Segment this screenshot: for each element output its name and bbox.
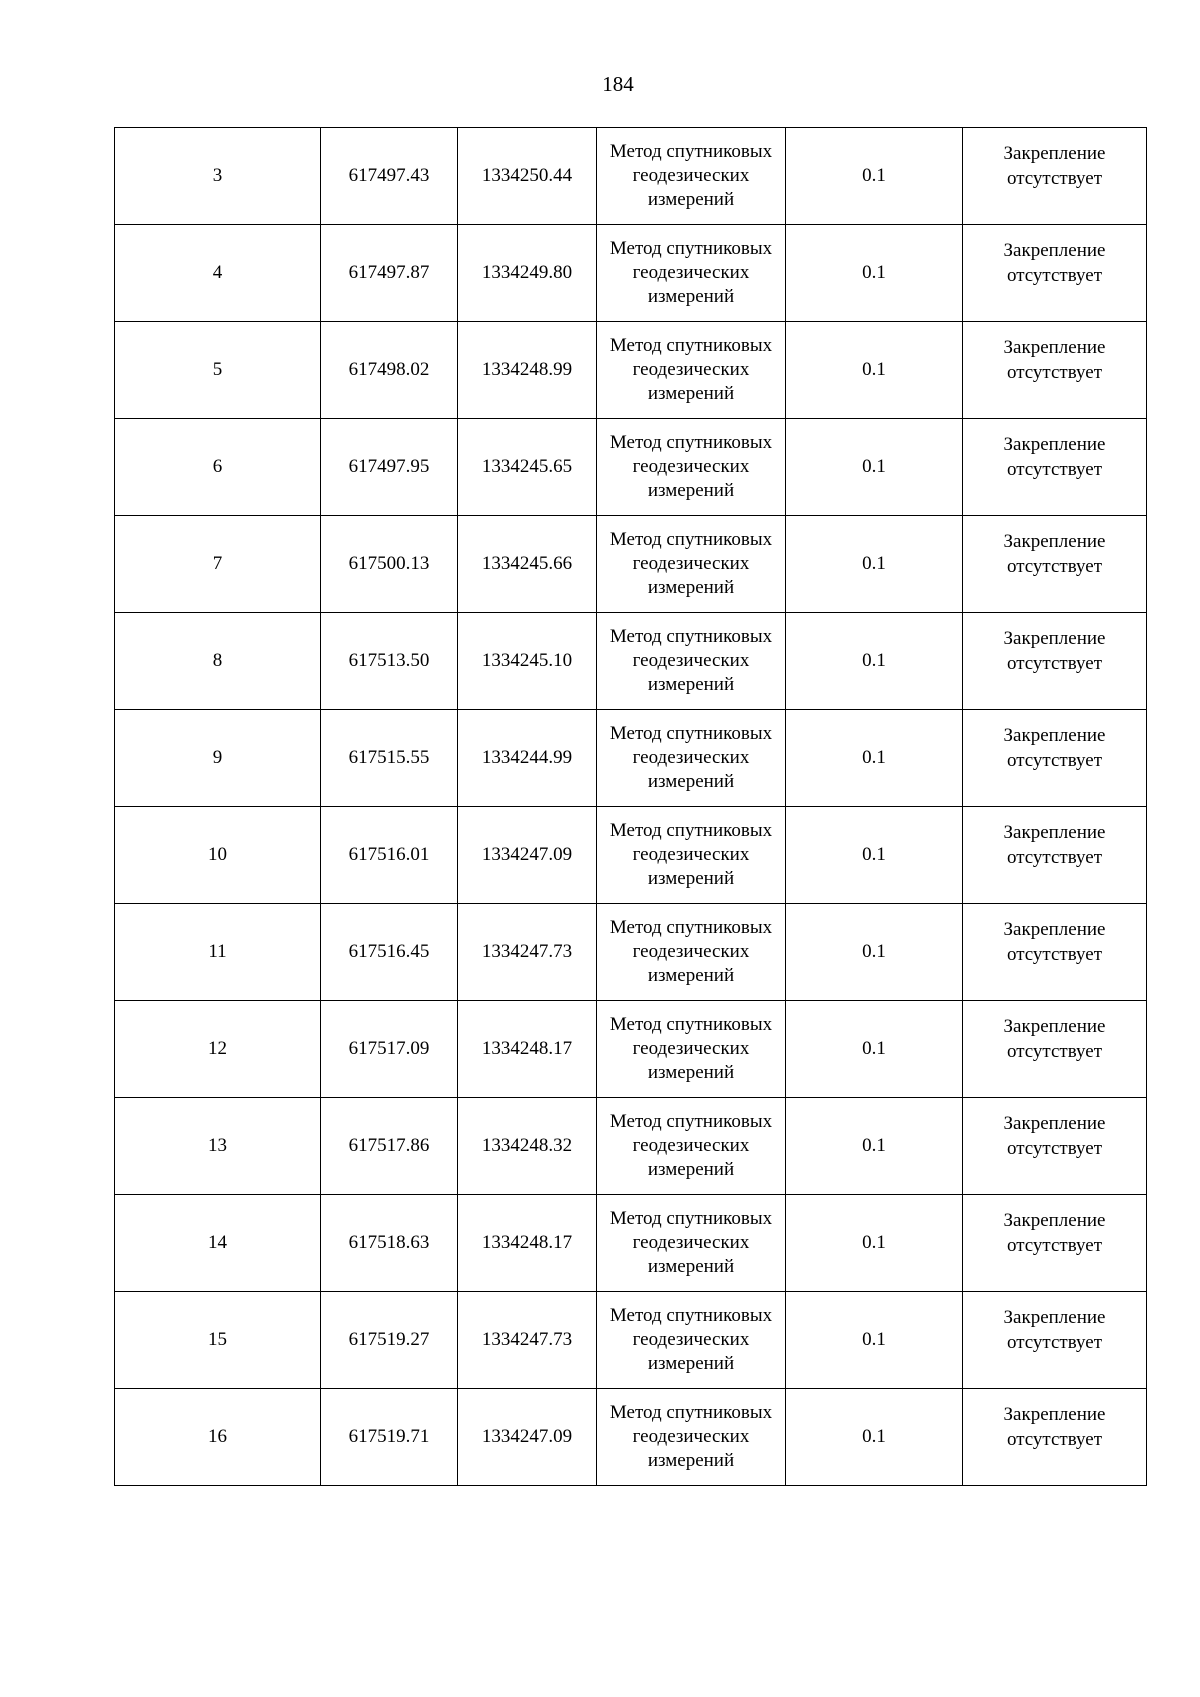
x-coordinate-cell-text: 617516.01: [348, 844, 430, 865]
method-cell: [597, 419, 786, 516]
accuracy-cell-text: 0.1: [862, 1232, 886, 1253]
accuracy-cell-text: 0.1: [862, 1329, 886, 1350]
x-coordinate-cell: [321, 516, 458, 613]
fixing-cell: [963, 904, 1147, 1001]
fixing-cell: [963, 613, 1147, 710]
y-coordinate-cell-text: 1334248.17: [481, 1038, 573, 1059]
method-cell: [597, 1098, 786, 1195]
y-coordinate-cell: [458, 807, 597, 904]
page-number: 184: [602, 72, 634, 96]
accuracy-cell-text: 0.1: [862, 650, 886, 671]
fixing-cell: [963, 807, 1147, 904]
table-row: [115, 1292, 1147, 1389]
accuracy-cell-text: 0.1: [862, 262, 886, 283]
method-cell: [597, 710, 786, 807]
accuracy-cell: [786, 613, 963, 710]
method-cell-text: Метод спутниковых геодезических измерений: [609, 141, 773, 210]
x-coordinate-cell: [321, 807, 458, 904]
x-coordinate-cell: [321, 1001, 458, 1098]
y-coordinate-cell: [458, 419, 597, 516]
accuracy-cell-text: 0.1: [862, 844, 886, 865]
y-coordinate-cell-text: 1334247.09: [481, 844, 573, 865]
x-coordinate-cell-text: 617517.09: [348, 1038, 430, 1059]
y-coordinate-cell-text: 1334247.73: [481, 1329, 573, 1350]
point-number-cell: [115, 1195, 321, 1292]
x-coordinate-cell-text: 617500.13: [348, 553, 430, 574]
table-row: [115, 613, 1147, 710]
accuracy-cell-text: 0.1: [862, 165, 886, 186]
x-coordinate-cell: [321, 1292, 458, 1389]
table-row: [115, 1098, 1147, 1195]
fixing-cell-text: Закрепление отсутствует: [1003, 725, 1106, 771]
accuracy-cell: [786, 1001, 963, 1098]
y-coordinate-cell-text: 1334245.66: [481, 553, 573, 574]
method-cell-text: Метод спутниковых геодезических измерений: [609, 432, 773, 501]
point-number-cell: [115, 322, 321, 419]
y-coordinate-cell-text: 1334247.73: [481, 941, 573, 962]
method-cell-text: Метод спутниковых геодезических измерений: [609, 1208, 773, 1277]
y-coordinate-cell-text: 1334248.32: [481, 1135, 573, 1156]
table-row: [115, 322, 1147, 419]
method-cell-text: Метод спутниковых геодезических измерений: [609, 626, 773, 695]
point-number-cell-text: 16: [208, 1426, 227, 1447]
y-coordinate-cell: [458, 904, 597, 1001]
point-number-cell: [115, 710, 321, 807]
point-number-cell-text: 7: [212, 553, 223, 574]
x-coordinate-cell-text: 617515.55: [348, 747, 430, 768]
table-row: [115, 419, 1147, 516]
fixing-cell-text: Закрепление отсутствует: [1003, 143, 1106, 189]
accuracy-cell: [786, 322, 963, 419]
table-row: [115, 1195, 1147, 1292]
fixing-cell: [963, 128, 1147, 225]
y-coordinate-cell: [458, 1389, 597, 1486]
table-row: [115, 807, 1147, 904]
method-cell: [597, 128, 786, 225]
point-number-cell: [115, 1389, 321, 1486]
x-coordinate-cell-text: 617519.71: [348, 1426, 430, 1447]
y-coordinate-cell: [458, 1098, 597, 1195]
y-coordinate-cell-text: 1334245.10: [481, 650, 573, 671]
method-cell: [597, 1389, 786, 1486]
method-cell-text: Метод спутниковых геодезических измерений: [609, 529, 773, 598]
accuracy-cell-text: 0.1: [862, 747, 886, 768]
x-coordinate-cell: [321, 904, 458, 1001]
y-coordinate-cell-text: 1334247.09: [481, 1426, 573, 1447]
accuracy-cell: [786, 1195, 963, 1292]
x-coordinate-cell: [321, 613, 458, 710]
fixing-cell-text: Закрепление отсутствует: [1003, 1210, 1106, 1256]
x-coordinate-cell-text: 617518.63: [348, 1232, 430, 1253]
method-cell: [597, 904, 786, 1001]
point-number-cell-text: 6: [212, 456, 223, 477]
y-coordinate-cell: [458, 613, 597, 710]
method-cell: [597, 1292, 786, 1389]
fixing-cell-text: Закрепление отсутствует: [1003, 434, 1106, 480]
x-coordinate-cell: [321, 710, 458, 807]
fixing-cell: [963, 322, 1147, 419]
accuracy-cell-text: 0.1: [862, 456, 886, 477]
method-cell-text: Метод спутниковых геодезических измерений: [609, 1111, 773, 1180]
x-coordinate-cell: [321, 322, 458, 419]
x-coordinate-cell: [321, 128, 458, 225]
accuracy-cell: [786, 1292, 963, 1389]
y-coordinate-cell-text: 1334245.65: [481, 456, 573, 477]
fixing-cell: [963, 225, 1147, 322]
x-coordinate-cell: [321, 225, 458, 322]
point-number-cell: [115, 419, 321, 516]
y-coordinate-cell: [458, 128, 597, 225]
method-cell: [597, 1001, 786, 1098]
point-number-cell: [115, 807, 321, 904]
point-number-cell: [115, 613, 321, 710]
method-cell-text: Метод спутниковых геодезических измерений: [609, 1014, 773, 1083]
accuracy-cell-text: 0.1: [862, 1038, 886, 1059]
fixing-cell-text: Закрепление отсутствует: [1003, 1113, 1106, 1159]
fixing-cell: [963, 710, 1147, 807]
x-coordinate-cell-text: 617516.45: [348, 941, 430, 962]
table-row: [115, 1389, 1147, 1486]
x-coordinate-cell-text: 617519.27: [348, 1329, 430, 1350]
point-number-cell-text: 9: [212, 747, 223, 768]
y-coordinate-cell: [458, 1001, 597, 1098]
accuracy-cell: [786, 1389, 963, 1486]
point-number-cell-text: 14: [208, 1232, 227, 1253]
method-cell: [597, 516, 786, 613]
fixing-cell: [963, 1001, 1147, 1098]
method-cell-text: Метод спутниковых геодезических измерений: [609, 917, 773, 986]
y-coordinate-cell-text: 1334248.99: [481, 359, 573, 380]
x-coordinate-cell-text: 617517.86: [348, 1135, 430, 1156]
fixing-cell-text: Закрепление отсутствует: [1003, 531, 1106, 577]
accuracy-cell-text: 0.1: [862, 941, 886, 962]
accuracy-cell: [786, 225, 963, 322]
accuracy-cell-text: 0.1: [862, 1135, 886, 1156]
accuracy-cell-text: 0.1: [862, 553, 886, 574]
method-cell: [597, 322, 786, 419]
accuracy-cell-text: 0.1: [862, 359, 886, 380]
x-coordinate-cell: [321, 419, 458, 516]
accuracy-cell: [786, 710, 963, 807]
point-number-cell: [115, 516, 321, 613]
fixing-cell-text: Закрепление отсутствует: [1003, 337, 1106, 383]
point-number-cell-text: 11: [208, 941, 227, 962]
point-number-cell-text: 13: [208, 1135, 227, 1156]
fixing-cell-text: Закрепление отсутствует: [1003, 628, 1106, 674]
point-number-cell-text: 12: [208, 1038, 227, 1059]
accuracy-cell: [786, 516, 963, 613]
y-coordinate-cell: [458, 516, 597, 613]
fixing-cell: [963, 1195, 1147, 1292]
fixing-cell: [963, 1389, 1147, 1486]
x-coordinate-cell: [321, 1098, 458, 1195]
point-number-cell: [115, 1292, 321, 1389]
point-number-cell: [115, 1001, 321, 1098]
point-number-cell: [115, 225, 321, 322]
point-number-cell-text: 8: [212, 650, 223, 671]
method-cell: [597, 807, 786, 904]
y-coordinate-cell: [458, 710, 597, 807]
accuracy-cell-text: 0.1: [862, 1426, 886, 1447]
method-cell-text: Метод спутниковых геодезических измерений: [609, 1402, 773, 1471]
accuracy-cell: [786, 419, 963, 516]
accuracy-cell: [786, 807, 963, 904]
x-coordinate-cell: [321, 1195, 458, 1292]
point-number-cell: [115, 1098, 321, 1195]
fixing-cell-text: Закрепление отсутствует: [1003, 1307, 1106, 1353]
method-cell-text: Метод спутниковых геодезических измерений: [609, 1305, 773, 1374]
method-cell-text: Метод спутниковых геодезических измерений: [609, 723, 773, 792]
x-coordinate-cell-text: 617498.02: [348, 359, 430, 380]
x-coordinate-cell-text: 617513.50: [348, 650, 430, 671]
method-cell-text: Метод спутниковых геодезических измерений: [609, 238, 773, 307]
y-coordinate-cell-text: 1334249.80: [481, 262, 573, 283]
point-number-cell-text: 15: [208, 1329, 227, 1350]
fixing-cell: [963, 1292, 1147, 1389]
table-row: [115, 710, 1147, 807]
y-coordinate-cell-text: 1334250.44: [481, 165, 573, 186]
coordinates-table-body: [115, 128, 1147, 1486]
fixing-cell-text: Закрепление отсутствует: [1003, 240, 1106, 286]
x-coordinate-cell-text: 617497.95: [348, 456, 430, 477]
table-row: [115, 904, 1147, 1001]
y-coordinate-cell-text: 1334248.17: [481, 1232, 573, 1253]
table-row: [115, 128, 1147, 225]
x-coordinate-cell-text: 617497.87: [348, 262, 430, 283]
y-coordinate-cell: [458, 1292, 597, 1389]
method-cell-text: Метод спутниковых геодезических измерений: [609, 820, 773, 889]
fixing-cell-text: Закрепление отсутствует: [1003, 1016, 1106, 1062]
fixing-cell-text: Закрепление отсутствует: [1003, 1404, 1106, 1450]
table-row: [115, 225, 1147, 322]
point-number-cell-text: 3: [212, 165, 223, 186]
fixing-cell-text: Закрепление отсутствует: [1003, 919, 1106, 965]
point-number-cell: [115, 904, 321, 1001]
y-coordinate-cell: [458, 1195, 597, 1292]
fixing-cell: [963, 419, 1147, 516]
y-coordinate-cell: [458, 322, 597, 419]
y-coordinate-cell: [458, 225, 597, 322]
table-row: [115, 516, 1147, 613]
point-number-cell-text: 10: [208, 844, 227, 865]
accuracy-cell: [786, 128, 963, 225]
table-row: [115, 1001, 1147, 1098]
coordinates-table: [114, 127, 1147, 1486]
method-cell: [597, 613, 786, 710]
x-coordinate-cell-text: 617497.43: [348, 165, 430, 186]
accuracy-cell: [786, 904, 963, 1001]
point-number-cell-text: 5: [212, 359, 223, 380]
accuracy-cell: [786, 1098, 963, 1195]
fixing-cell: [963, 516, 1147, 613]
fixing-cell: [963, 1098, 1147, 1195]
method-cell: [597, 225, 786, 322]
point-number-cell: [115, 128, 321, 225]
point-number-cell-text: 4: [212, 262, 223, 283]
fixing-cell-text: Закрепление отсутствует: [1003, 822, 1106, 868]
method-cell: [597, 1195, 786, 1292]
x-coordinate-cell: [321, 1389, 458, 1486]
method-cell-text: Метод спутниковых геодезических измерений: [609, 335, 773, 404]
y-coordinate-cell-text: 1334244.99: [481, 747, 573, 768]
